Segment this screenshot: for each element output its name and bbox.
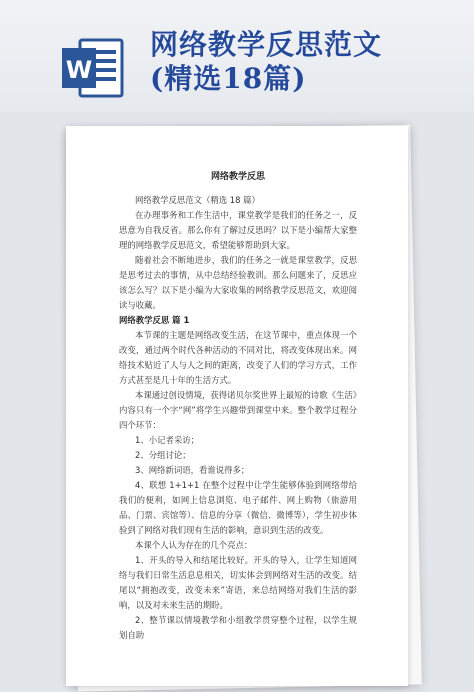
- paragraph: 本课个人认为存在的几个亮点：: [135, 540, 253, 550]
- paragraph: 网络教学反思范文（精选 18 篇）: [135, 195, 260, 205]
- paragraph: 2、分组讨论；: [135, 450, 191, 460]
- paragraph: 随着社会不断地进步，我们的任务之一就是课堂教学，反思是思考过去的事情，从中总结经验教训。那么问题来了，反思应该怎么写？以下是小编为大家收集的网络教学反思范文，欢迎阅读与收藏。: [119, 255, 357, 310]
- paragraph: 在办理事务和工作生活中，课堂教学是我们的任务之一，反思意为自我反省。那么你有了解过反思吗？以下是小编帮大家整理的网络教学反思范文，希望能够帮助到大家。: [119, 210, 357, 250]
- banner-title: [150, 28, 460, 96]
- word-document-icon: [62, 36, 124, 100]
- banner-title-line-2: (精选18篇): [150, 62, 307, 95]
- paragraph: 1、开头的导入和结尾比较好。开头的导入，让学生知道网络与我们日常生活息息相关，切实体会到网络对生活的改变。结尾以“拥抱改变，改变未来”寄语，来总结网络对我们生活的影响，以及对未来生活的期盼。: [119, 555, 357, 610]
- document-title: 网络教学反思: [210, 172, 265, 182]
- banner: [0, 0, 474, 112]
- paragraph: 本节课的主题是网络改变生活，在这节课中，重点体现一个改变，通过两个时代各种活动的不同对比，将改变体现出来。网络技术贴近了人与人之间的距离，改变了人们的学习方式，工作方式甚至是几十年的生活方式。: [119, 330, 357, 385]
- banner-title-line-1: 网络教学反思范文: [150, 28, 383, 61]
- paragraph: 2、整节课以情境教学和小组教学贯穿整个过程，以学生规划自助: [119, 615, 357, 640]
- section-heading: 网络教学反思 篇 1: [119, 315, 190, 325]
- document-content: [119, 170, 357, 643]
- paragraph: 本课通过创设情境，获得诺贝尔奖世界上最短的诗歌《生活》内容只有一个字“网”将学生兴趣带到课堂中来。整个教学过程分四个环节：: [119, 390, 357, 430]
- paragraph: 4、联想 1+1+1 在整个过程中让学生能够体验到网络带给我们的便利，如网上信息浏览、电子邮件、网上购物（旅游用品、门票、宾馆等）、信息的分享（微信、微博等），学生初步体验到了网络对我们现有生活的影响，意识到生活的改变。: [119, 480, 357, 535]
- paragraph: 3、网络新词语，看谁说得多；: [135, 465, 250, 475]
- svg-text:W: W: [65, 56, 93, 84]
- paragraph: 1、小记者采访；: [135, 435, 199, 445]
- document-page: [66, 126, 408, 686]
